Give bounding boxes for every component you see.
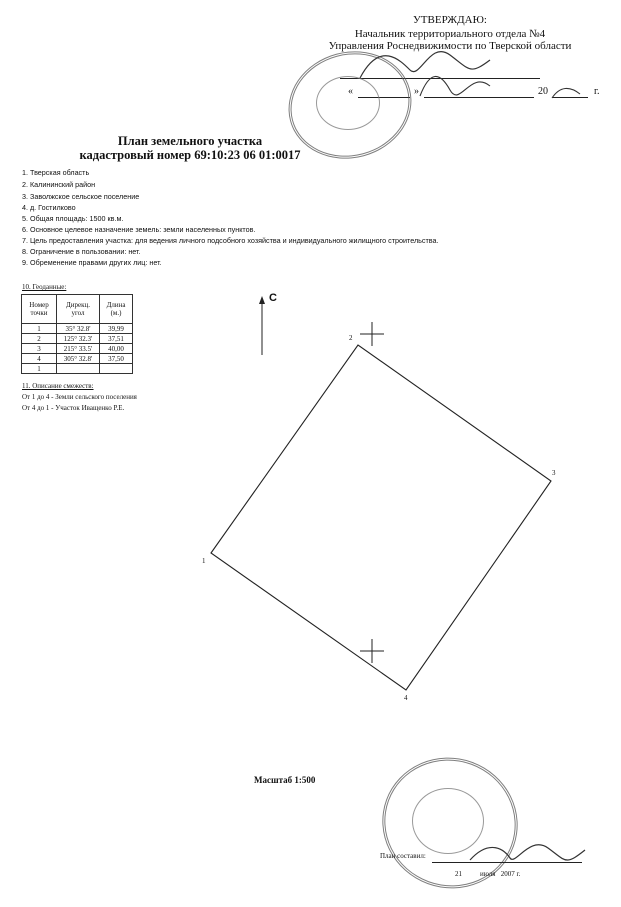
info-item-area: 5. Общая площадь: 1500 кв.м. <box>22 214 124 223</box>
angle-cell: 35° 32.8' <box>57 324 100 334</box>
angle-cell: 215° 33.5' <box>57 344 100 354</box>
geodata-col-length: Длина (м.) <box>100 295 133 324</box>
length-cell: 37,50 <box>100 354 133 364</box>
angle-cell: 305° 32.8' <box>57 354 100 364</box>
geodata-col-angle: Дирекц. угол <box>57 295 100 324</box>
info-item-usage-goal: 7. Цель предоставления участка: для ведения личного подсобного хозяйства и индивидуального жилищного строительства. <box>22 236 439 245</box>
signature-label: План составил: <box>380 852 426 860</box>
approval-date-quote-open: « <box>348 86 353 97</box>
point-cell: 1 <box>22 324 57 334</box>
boundary-item: От 4 до 1 - Участок Иващенко Р.Е. <box>22 404 125 412</box>
info-item-encumbrances: 9. Обременение правами других лиц: нет. <box>22 258 162 267</box>
approval-date-year-prefix: 20 <box>538 86 548 97</box>
vertex-label-2: 2 <box>349 334 353 342</box>
point-cell: 4 <box>22 354 57 364</box>
point-cell: 2 <box>22 334 57 344</box>
cadastral-number: кадастровый номер 69:10:23 06 01:0017 <box>79 148 301 162</box>
geodata-heading: 10. Геоданные: <box>22 283 67 291</box>
length-cell: 37,51 <box>100 334 133 344</box>
signature-month-year: июля 2007 г. <box>480 870 521 878</box>
approval-position-line2: Управления Роснедвижимости по Тверской области <box>328 40 572 52</box>
north-label: С <box>269 292 277 304</box>
approval-position-line1: Начальник территориального отдела №4 <box>354 28 546 40</box>
vertex-label-1: 1 <box>202 557 206 565</box>
length-cell: 40,00 <box>100 344 133 354</box>
info-item-village: 4. д. Гостилково <box>22 203 76 212</box>
info-item-restrictions: 8. Ограничение в пользовании: нет. <box>22 247 141 256</box>
boundaries-heading: 11. Описание смежеств: <box>22 382 94 390</box>
vertex-label-4: 4 <box>404 694 408 702</box>
info-item-settlement: 3. Заволжское сельское поселение <box>22 192 140 201</box>
boundary-item: От 1 до 4 - Земли сельского поселения <box>22 393 137 401</box>
vertex-label-3: 3 <box>552 469 556 477</box>
angle-cell: 125° 32.3' <box>57 334 100 344</box>
point-cell: 3 <box>22 344 57 354</box>
scale-label: Масштаб 1:500 <box>254 775 316 785</box>
info-item-region: 1. Тверская область <box>22 168 90 177</box>
signature-day: 21 <box>455 870 462 878</box>
approval-date-suffix: г. <box>594 86 600 97</box>
plan-title: План земельного участка <box>117 134 263 148</box>
approval-date-quote-close: » <box>414 86 419 97</box>
geodata-col-point: Номер точки <box>22 295 57 324</box>
length-cell: 39,99 <box>100 324 133 334</box>
info-item-district: 2. Калининский район <box>22 180 96 189</box>
point-cell: 1 <box>22 364 57 374</box>
approval-heading: УТВЕРЖДАЮ: <box>413 14 487 26</box>
info-item-land-purpose: 6. Основное целевое назначение земель: земли населенных пунктов. <box>22 225 256 234</box>
